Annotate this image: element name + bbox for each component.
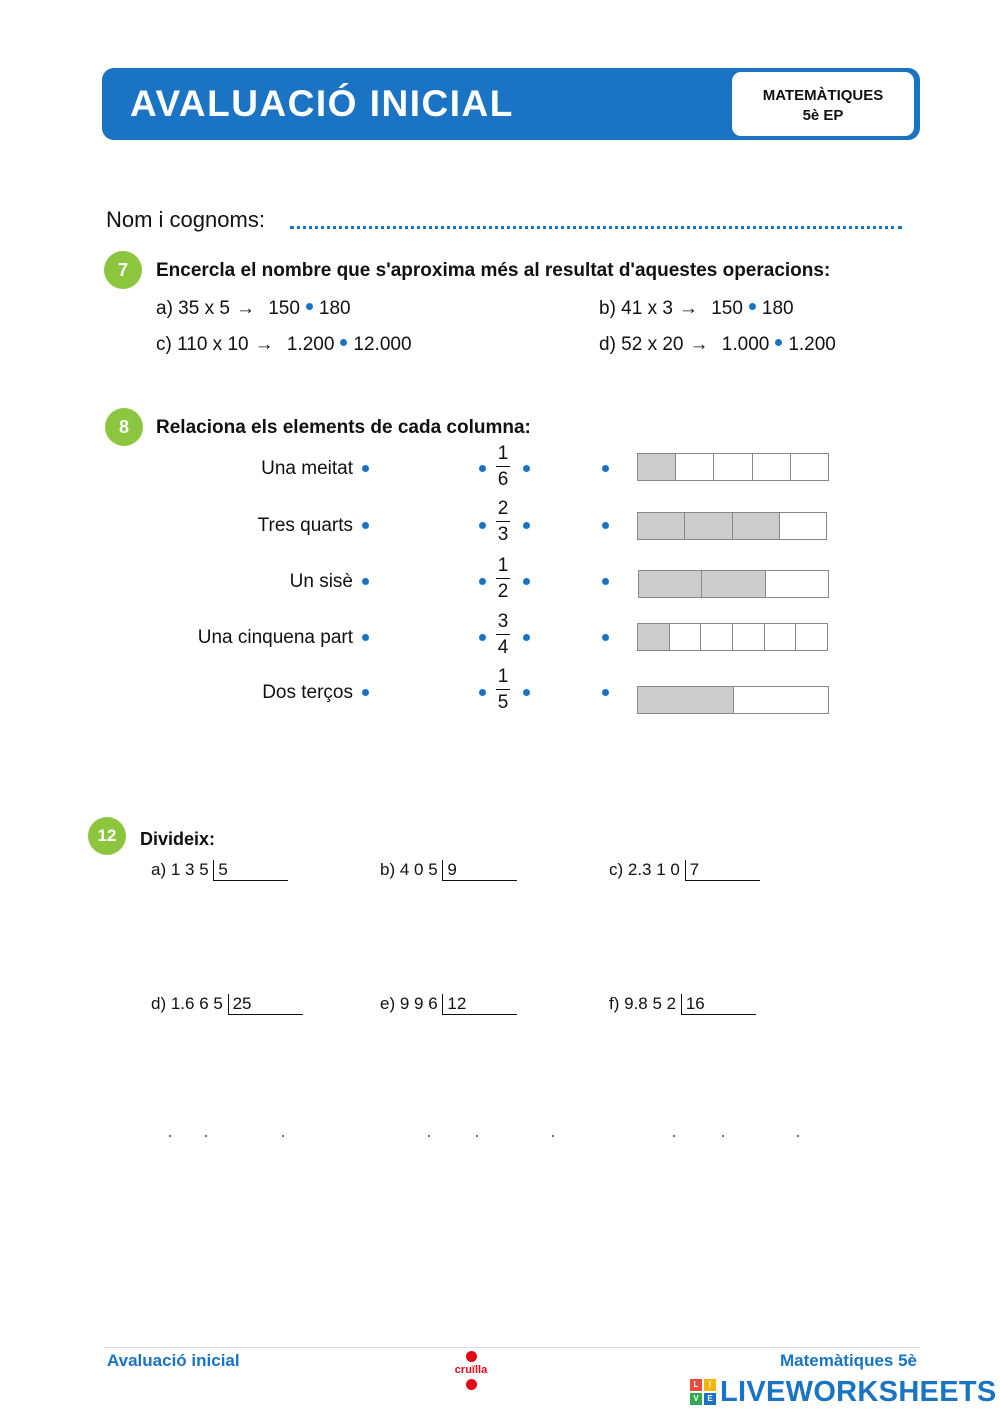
speck (282, 1135, 284, 1137)
fraction-bar-diagram (637, 623, 828, 651)
bar-segment-filled (638, 454, 676, 480)
bar-segment-empty (670, 624, 702, 650)
bullet-icon (340, 339, 347, 346)
arrow-icon: → (689, 334, 709, 355)
divisor-box[interactable] (685, 860, 760, 881)
q8-word: Una meitat (261, 458, 353, 479)
q7-item-b (599, 298, 794, 320)
match-dot-fraction-right[interactable] (523, 634, 530, 641)
fraction-denominator: 2 (497, 581, 509, 602)
watermark-text: LIVEWORKSHEETS (720, 1375, 997, 1408)
q8-word: Dos terços (262, 682, 353, 703)
bar-segment-filled (702, 571, 765, 597)
divisor-box[interactable] (442, 994, 517, 1015)
bullet-icon (749, 303, 756, 310)
fraction-bar (496, 521, 510, 522)
bar-segment-empty (766, 571, 828, 597)
bar-segment-empty (796, 624, 827, 650)
division-d (151, 994, 303, 1015)
page-title: AVALUACIÓ INICIAL (130, 83, 514, 124)
bar-segment-filled (685, 513, 732, 539)
bar-segment-empty (701, 624, 733, 650)
bar-segment-empty (780, 513, 826, 539)
divisor-box[interactable] (213, 860, 288, 881)
fraction-numerator: 1 (497, 443, 509, 464)
question-8-title: Relaciona els elements de cada columna: (156, 417, 531, 438)
name-input-line[interactable] (290, 226, 902, 229)
q7-item-d (599, 334, 836, 356)
q8-fraction (491, 611, 515, 659)
logo-dot-icon (466, 1351, 477, 1362)
question-12-title: Divideix: (140, 829, 216, 849)
q7-option[interactable]: 150 (711, 298, 743, 319)
match-dot-bar[interactable] (602, 634, 609, 641)
subject-grade: 5è EP (802, 107, 844, 124)
bar-segment-empty (765, 624, 797, 650)
q7-option[interactable]: 1.000 (721, 334, 770, 355)
match-dot-bar[interactable] (602, 465, 609, 472)
divisor: 5 (218, 860, 228, 879)
match-dot-fraction-left[interactable] (479, 689, 486, 696)
subject-name: MATEMÀTIQUES (762, 87, 884, 104)
division-f (609, 994, 756, 1015)
arrow-icon: → (254, 334, 274, 355)
q7-option[interactable]: 12.000 (353, 334, 412, 355)
divisor: 16 (685, 994, 705, 1013)
q7-item-label: d) 52 x 20 (599, 334, 684, 355)
bar-segment-empty (714, 454, 752, 480)
q7-item-a (156, 298, 351, 320)
match-dot-word[interactable] (362, 578, 369, 585)
divisor: 7 (689, 860, 700, 879)
fraction-bar (496, 634, 510, 635)
fraction-bar-diagram (637, 686, 829, 714)
footer-divider (104, 1347, 920, 1348)
match-dot-word[interactable] (362, 465, 369, 472)
subject-box (732, 72, 914, 136)
bar-segment-filled (733, 513, 780, 539)
fraction-bar (496, 578, 510, 579)
speck (169, 1135, 171, 1137)
match-dot-fraction-right[interactable] (523, 465, 530, 472)
arrow-icon: → (678, 298, 698, 319)
match-dot-fraction-left[interactable] (479, 578, 486, 585)
logo-letter: L (690, 1379, 702, 1391)
division-c (609, 860, 760, 881)
match-dot-word[interactable] (362, 689, 369, 696)
divisor-box[interactable] (228, 994, 303, 1015)
fraction-denominator: 3 (497, 524, 509, 545)
match-dot-fraction-left[interactable] (479, 465, 486, 472)
match-dot-fraction-left[interactable] (479, 522, 486, 529)
divisor: 12 (447, 994, 467, 1013)
logo-letter: V (690, 1393, 702, 1405)
bullet-icon (775, 339, 782, 346)
q8-word: Una cinquena part (197, 627, 353, 648)
divisor: 9 (447, 860, 457, 879)
q7-item-label: c) 110 x 10 (156, 334, 249, 355)
match-dot-fraction-left[interactable] (479, 634, 486, 641)
logo-letter: I (704, 1379, 716, 1391)
q8-word: Tres quarts (257, 515, 353, 536)
footer-subject: Matemàtiques 5è (780, 1351, 917, 1370)
publisher-name: cruïlla (454, 1364, 488, 1376)
dividend: a) 1 3 5 (151, 860, 209, 879)
speck (205, 1135, 207, 1137)
q7-item-label: a) 35 x 5 (156, 298, 230, 319)
footer-title: Avaluació inicial (107, 1351, 240, 1370)
bar-segment-filled (638, 513, 685, 539)
bar-segment-empty (753, 454, 791, 480)
arrow-icon: → (235, 298, 255, 319)
dividend: b) 4 0 5 (380, 860, 438, 879)
q7-option[interactable]: 180 (318, 298, 351, 319)
dividend: c) 2.3 1 0 (609, 860, 680, 879)
bar-segment-filled (639, 571, 702, 597)
q8-fraction (491, 666, 515, 714)
q8-fraction (491, 498, 515, 546)
q7-option[interactable]: 180 (761, 298, 794, 319)
division-a (151, 860, 288, 881)
match-dot-word[interactable] (362, 522, 369, 529)
fraction-numerator: 1 (497, 666, 509, 687)
division-e (380, 994, 517, 1015)
match-dot-word[interactable] (362, 634, 369, 641)
divisor-box[interactable] (681, 994, 756, 1015)
match-dot-fraction-right[interactable] (523, 689, 530, 696)
bar-segment-filled (638, 687, 734, 713)
q7-option[interactable]: 1.200 (286, 334, 335, 355)
q8-word: Un sisè (289, 571, 353, 592)
bar-segment-empty (733, 624, 765, 650)
fraction-numerator: 1 (497, 555, 509, 576)
question-7-title: Encercla el nombre que s'aproxima més al resultat d'aquestes operacions: (156, 260, 831, 281)
liveworksheets-logo-icon (690, 1379, 716, 1405)
q7-item-label: b) 41 x 3 (599, 298, 673, 319)
speck (673, 1135, 675, 1137)
divisor: 25 (232, 994, 252, 1013)
q7-option[interactable]: 1.200 (788, 334, 836, 355)
fraction-denominator: 4 (497, 637, 509, 658)
q7-item-c (156, 334, 412, 356)
dividend: e) 9 9 6 (380, 994, 438, 1013)
match-dot-fraction-right[interactable] (523, 578, 530, 585)
fraction-denominator: 6 (497, 469, 509, 490)
match-dot-fraction-right[interactable] (523, 522, 530, 529)
speck (552, 1135, 554, 1137)
fraction-bar-diagram (638, 570, 829, 598)
dividend: f) 9.8 5 2 (609, 994, 677, 1013)
match-dot-bar[interactable] (602, 578, 609, 585)
publisher-logo (448, 1348, 494, 1393)
division-b (380, 860, 517, 881)
liveworksheets-watermark[interactable] (690, 1376, 997, 1408)
bar-segment-empty (791, 454, 828, 480)
q7-option[interactable]: 150 (268, 298, 300, 319)
logo-letter: E (704, 1393, 716, 1405)
fraction-numerator: 3 (497, 611, 509, 632)
fraction-numerator: 2 (497, 498, 509, 519)
speck (797, 1135, 799, 1137)
speck (428, 1135, 430, 1137)
q8-fraction (491, 443, 515, 491)
question-7-badge: 7 (104, 251, 142, 289)
fraction-denominator: 5 (497, 692, 509, 713)
dividend: d) 1.6 6 5 (151, 994, 223, 1013)
match-dot-bar[interactable] (602, 522, 609, 529)
bullet-icon (306, 303, 313, 310)
bar-segment-empty (734, 687, 829, 713)
speck (476, 1135, 478, 1137)
divisor-box[interactable] (442, 860, 517, 881)
question-8-badge: 8 (105, 408, 143, 446)
fraction-bar-diagram (637, 453, 829, 481)
logo-dot-icon (466, 1379, 477, 1390)
name-label: Nom i cognoms: (106, 207, 265, 232)
bar-segment-empty (676, 454, 714, 480)
question-12-badge: 12 (88, 817, 126, 855)
fraction-bar-diagram (637, 512, 827, 540)
speck (722, 1135, 724, 1137)
q8-fraction (491, 555, 515, 603)
fraction-bar (496, 689, 510, 690)
fraction-bar (496, 466, 510, 467)
bar-segment-filled (638, 624, 670, 650)
match-dot-bar[interactable] (602, 689, 609, 696)
